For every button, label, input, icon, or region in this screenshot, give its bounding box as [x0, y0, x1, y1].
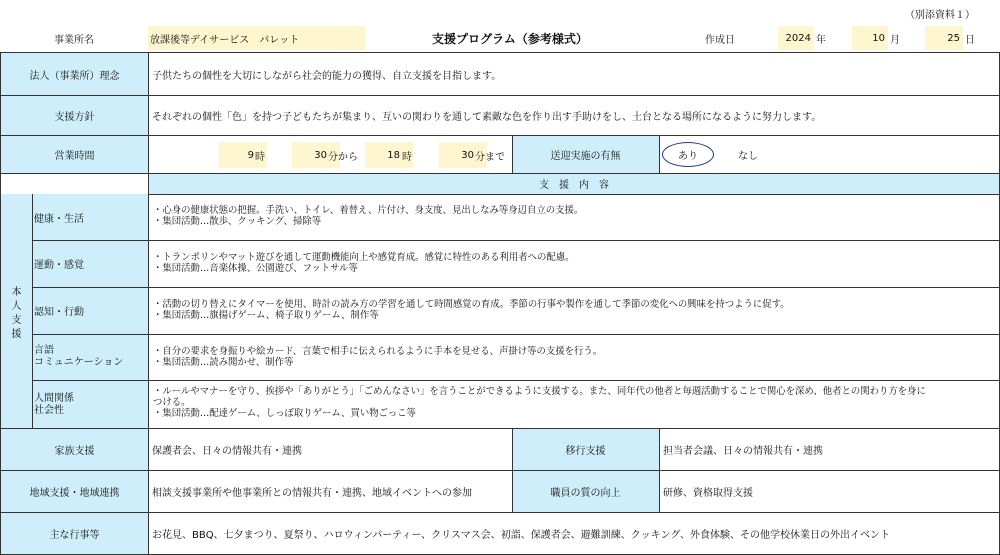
transition-support-text: 担当者会議、日々の情報共有・連携: [663, 445, 823, 457]
events-text: お花見、BBQ、七夕まつり、夏祭り、ハロウィンパーティー、クリスマス会、初詣、保護者会、避難訓練、クッキング、外食体験、その他学校休業日の外出イベント: [152, 529, 890, 541]
area-content-language: [149, 346, 999, 368]
support-content-header: 支 援 内 容: [539, 180, 609, 191]
content-line: ・集団活動…配達ゲーム、しっぽ取りゲーム、買い物ごっこ等: [153, 408, 416, 419]
side-label-char: 人: [11, 301, 22, 312]
created-year: 2024: [778, 26, 814, 50]
start-min-value: 30: [314, 149, 327, 161]
content-line: ・集団活動…音楽体操、公園遊び、フットサル等: [153, 263, 358, 274]
policy-text: それぞれの個性「色」を持つ子どもたちが集まり、互いの関わりを通して素敵な色を作り出す手助けをし、土台となる場所になるように努力します。: [152, 111, 822, 123]
end-min-unit: 分まで: [475, 151, 505, 163]
content-line: つける。: [153, 397, 191, 408]
row-divider: [32, 380, 1000, 381]
side-label-personal-support: [1, 286, 32, 346]
events-label: 主な行事等: [49, 529, 100, 541]
family-support-label: 家族支援: [54, 445, 95, 457]
year-unit: 年: [816, 34, 826, 46]
transition-support-label: 移行支援: [565, 445, 606, 457]
side-label-char: 本: [11, 287, 22, 298]
row-divider: [0, 135, 1000, 136]
area-label-social: [34, 393, 148, 417]
content-line: ・トランポリンやマット遊びを通して運動機能向上や感覚育成。感覚に特性のある利用者への配慮。: [153, 252, 575, 263]
start-hour-value: 9: [247, 149, 254, 161]
staff-quality-text: 研修、資格取得支援: [663, 487, 753, 499]
office-label: 事業所名: [54, 34, 94, 46]
area-label-language: [34, 345, 148, 369]
content-line: ・活動の切り替えにタイマーを使用、時計の読み方の学習を通して時間感覚の育成。季節の行事や製作を通して季節の変化への興味を持つように促す。: [153, 299, 790, 310]
area-label-health: 健康・生活: [34, 213, 84, 225]
side-label-char: 援: [11, 329, 22, 340]
staff-quality-label: 職員の質の向上: [550, 487, 621, 499]
area-content-social: [149, 386, 999, 419]
created-day: 25: [925, 26, 963, 50]
day-unit: 日: [965, 34, 975, 46]
community-text: 相談支援事業所や他事業所との情報共有・連携、地域イベントへの参加: [152, 487, 472, 499]
area-label-line: コミュニケーション: [34, 357, 124, 368]
row-divider: [32, 334, 1000, 335]
column-divider: [32, 194, 33, 428]
created-label: 作成日: [705, 34, 735, 46]
row-divider: [148, 194, 1000, 195]
end-min-value: 30: [461, 149, 474, 161]
area-content-cognition: [149, 299, 999, 321]
transport-option-no: なし: [738, 151, 758, 162]
end-hour-unit: 時: [402, 151, 412, 163]
area-content-health: [149, 205, 999, 227]
content-line: ・ルールやマナーを守り、挨拶や「ありがとう」「ごめんなさい」を言うことができるように支援する。また、同年代の他者と毎週活動することで関心を深め、他者との関わり方を身に: [153, 386, 926, 397]
area-label-line: 言語: [34, 345, 54, 356]
transport-label: 送迎実施の有無: [550, 150, 621, 162]
area-label-line: 人間関係: [34, 393, 74, 404]
attachment-note: （別添資料１）: [905, 9, 975, 21]
side-label-char: 支: [11, 315, 22, 326]
page-title: 支援プログラム（参考様式）: [432, 31, 588, 46]
transport-option-yes: あり: [678, 151, 698, 162]
content-line: ・集団活動…旗揚げゲーム、椅子取りゲーム、制作等: [153, 310, 379, 321]
area-label-cognition: 認知・行動: [34, 307, 84, 318]
office-name: 放課後等デイサービス パレット: [148, 26, 365, 50]
end-hour-value: 18: [387, 149, 400, 161]
row-divider: [32, 240, 1000, 241]
hours-label: 営業時間: [54, 150, 95, 162]
policy-label: 支援方針: [54, 111, 95, 123]
column-divider: [659, 135, 660, 173]
content-line: ・集団活動…散歩、クッキング、掃除等: [153, 216, 322, 227]
philosophy-text: 子供たちの個性を大切にしながら社会的能力の獲得、自立支援を目指します。: [152, 70, 502, 82]
created-month: 10: [852, 26, 888, 50]
area-label-line: 社会性: [34, 405, 64, 416]
start-min-unit: 分から: [328, 151, 358, 163]
content-line: ・自分の要求を身振りや絵カード、言葉で相手に伝えられるように手本を見せる、声掛け等の支援を行う。: [153, 346, 603, 357]
row-divider: [32, 287, 1000, 288]
content-line: ・集団活動…読み聞かせ、制作等: [153, 357, 294, 368]
content-line: ・心身の健康状態の把握。手洗い、トイレ、着替え、片付け、身支度、見出しなみ等身辺自立の支援。: [153, 205, 584, 216]
month-unit: 月: [890, 34, 900, 46]
area-content-motor: [149, 252, 999, 274]
family-support-text: 保護者会、日々の情報共有・連携: [152, 445, 302, 457]
start-hour-unit: 時: [255, 151, 265, 163]
philosophy-label: 法人（事業所）理念: [29, 70, 120, 82]
area-label-motor: 運動・感覚: [34, 260, 84, 271]
community-label: 地域支援・地域連携: [29, 487, 120, 499]
